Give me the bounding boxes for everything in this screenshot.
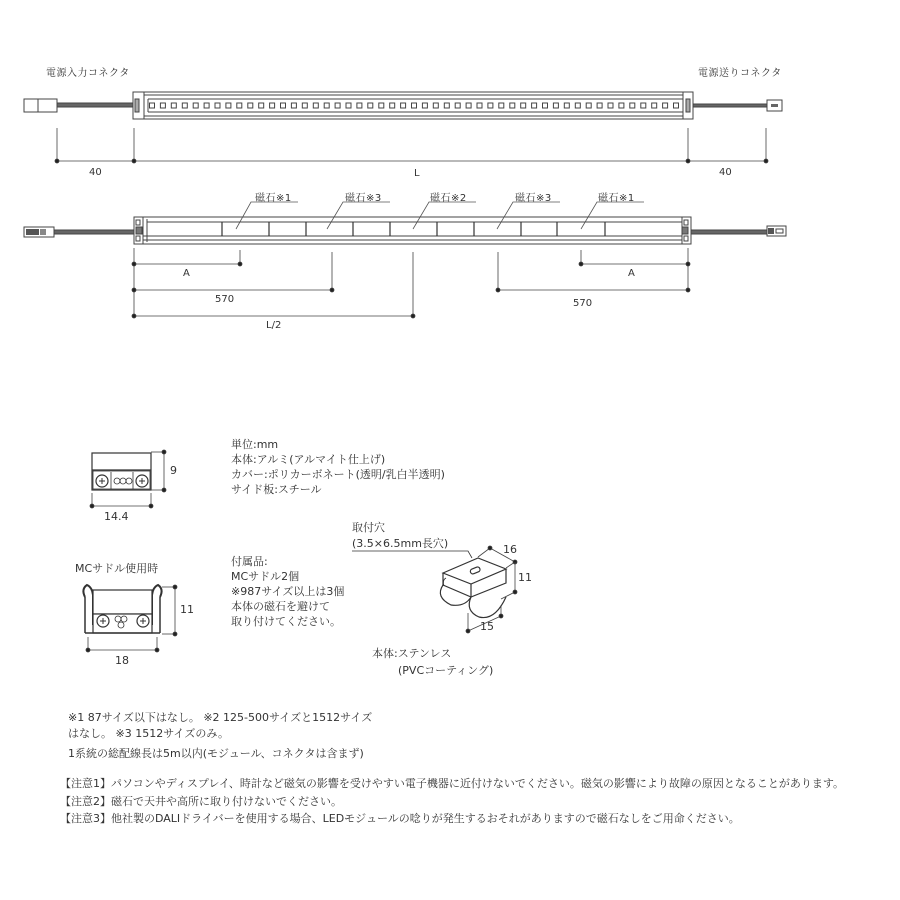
led-chip-icon [291,103,296,108]
saddle-part-drawing [352,551,506,618]
caution-1-text: パソコンやディスプレイ、時計など磁気の影響を受けやすい電子機器に近付けないでください。磁気の影響により故障の原因となることがあります。 [111,777,845,790]
led-chip-icon [597,103,602,108]
led-bar-magnet-view [24,217,786,244]
spec-side-plate: サイド板:スチール [231,483,322,496]
led-chip-icon [324,103,329,108]
dim-left-cable: 40 [89,167,102,178]
saddle-section-title: MCサドル使用時 [75,562,159,575]
dim-part-depth: 16 [503,543,517,556]
footnote-line-1: ※1 87サイズ以下はなし。 ※2 125-500サイズと1512サイズ [68,711,373,724]
led-chip-icon [564,103,569,108]
mounting-hole-size: (3.5×6.5mm長穴) [352,537,449,550]
led-chip-icon [204,103,209,108]
led-chip-icon [521,103,526,108]
led-chip-row [150,103,679,108]
dim-part-width: 15 [480,620,494,633]
caution-3-tag: 【注意3】 [60,812,111,825]
led-chip-icon [150,103,155,108]
magnet-label-5: 磁石※1 [598,193,635,204]
input-connector-icon [24,99,57,112]
led-chip-icon [641,103,646,108]
dim-half-length: L/2 [266,320,282,331]
input-connector-label: 電源入力コネクタ [46,68,130,79]
cross-section-drawing [92,453,151,490]
led-chip-icon [444,103,449,108]
led-chip-icon [663,103,668,108]
led-chip-icon [619,103,624,108]
caution-1 [60,776,844,792]
accessories-instruction-1: 本体の磁石を避けて [231,600,330,613]
caution-1-tag: 【注意1】 [60,777,111,790]
top-dimension-lines [55,128,768,163]
dim-saddle-width: 18 [115,654,129,667]
output-connector-label: 電源送りコネクタ [698,68,782,79]
led-chip-icon [346,103,351,108]
part-material: 本体:ステンレス [372,647,452,660]
footnote-wiring-limit: 1系統の総配線長は5m以内(モジュール、コネクタは含まず) [68,747,364,760]
mounting-hole-label: 取付穴 [352,521,385,534]
led-chip-icon [335,103,340,108]
caution-3-text: 他社製のDALIドライバーを使用する場合、LEDモジュールの唸りが発生するおそれがありますので磁石なしをご用命ください。 [111,812,740,825]
led-chip-icon [226,103,231,108]
led-chip-icon [215,103,220,108]
led-chip-icon [237,103,242,108]
dim-part-height: 11 [518,571,532,584]
led-chip-icon [488,103,493,108]
output-cable [693,104,767,107]
led-chip-icon [270,103,275,108]
led-chip-icon [630,103,635,108]
led-chip-icon [499,103,504,108]
led-chip-icon [182,103,187,108]
dim-section-width: 14.4 [104,510,129,523]
led-chip-icon [357,103,362,108]
dim-body-length: L [414,168,420,179]
led-chip-icon [379,103,384,108]
caution-3 [60,811,740,827]
led-chip-icon [608,103,613,108]
dim-570-right: 570 [573,298,593,309]
led-chip-icon [422,103,427,108]
magnet-label-1: 磁石※1 [255,193,292,204]
dim-a-left: A [183,268,190,279]
led-chip-icon [477,103,482,108]
magnet-label-4: 磁石※3 [515,193,552,204]
dim-section-height: 9 [170,464,177,477]
led-chip-icon [510,103,515,108]
caution-2 [60,794,342,810]
led-chip-icon [586,103,591,108]
magnet-dimension-lines [132,248,690,318]
led-chip-icon [368,103,373,108]
led-chip-icon [543,103,548,108]
accessories-block [231,554,344,629]
led-chip-icon [171,103,176,108]
led-chip-icon [390,103,395,108]
led-chip-icon [412,103,417,108]
spec-unit: 単位:mm [231,438,279,451]
magnet-label-2: 磁石※3 [345,193,382,204]
led-chip-icon [401,103,406,108]
dim-570-left: 570 [215,294,235,305]
part-coating: (PVCコーティング) [398,664,494,677]
led-chip-icon [248,103,253,108]
dim-saddle-height: 11 [180,603,194,616]
led-chip-icon [281,103,286,108]
led-chip-icon [652,103,657,108]
accessories-note: ※987サイズ以上は3個 [231,585,345,598]
led-chip-icon [553,103,558,108]
spec-cover: カバー:ポリカーボネート(透明/乳白半透明) [231,468,445,481]
spec-body: 本体:アルミ(アルマイト仕上げ) [231,453,386,466]
accessories-instruction-2: 取り付けてください。 [231,615,341,628]
dim-a-right: A [628,268,635,279]
magnet-label-3: 磁石※2 [430,193,467,204]
led-chip-icon [259,103,264,108]
led-chip-icon [313,103,318,108]
led-chip-icon [302,103,307,108]
accessories-heading: 付属品: [231,555,268,568]
footnote-line-2: はなし。 ※3 1512サイズのみ。 [68,727,229,740]
saddle-section-drawing [83,585,161,633]
led-chip-icon [575,103,580,108]
led-chip-icon [160,103,165,108]
led-chip-icon [674,103,679,108]
led-chip-icon [433,103,438,108]
led-chip-icon [455,103,460,108]
led-chip-icon [193,103,198,108]
dim-right-cable: 40 [719,167,732,178]
specs-block [231,437,445,497]
caution-2-tag: 【注意2】 [60,795,111,808]
led-chip-icon [532,103,537,108]
caution-2-text: 磁石で天井や高所に取り付けないでください。 [111,795,342,808]
led-chip-icon [466,103,471,108]
accessories-item: MCサドル2個 [231,570,300,583]
input-cable [57,103,134,107]
